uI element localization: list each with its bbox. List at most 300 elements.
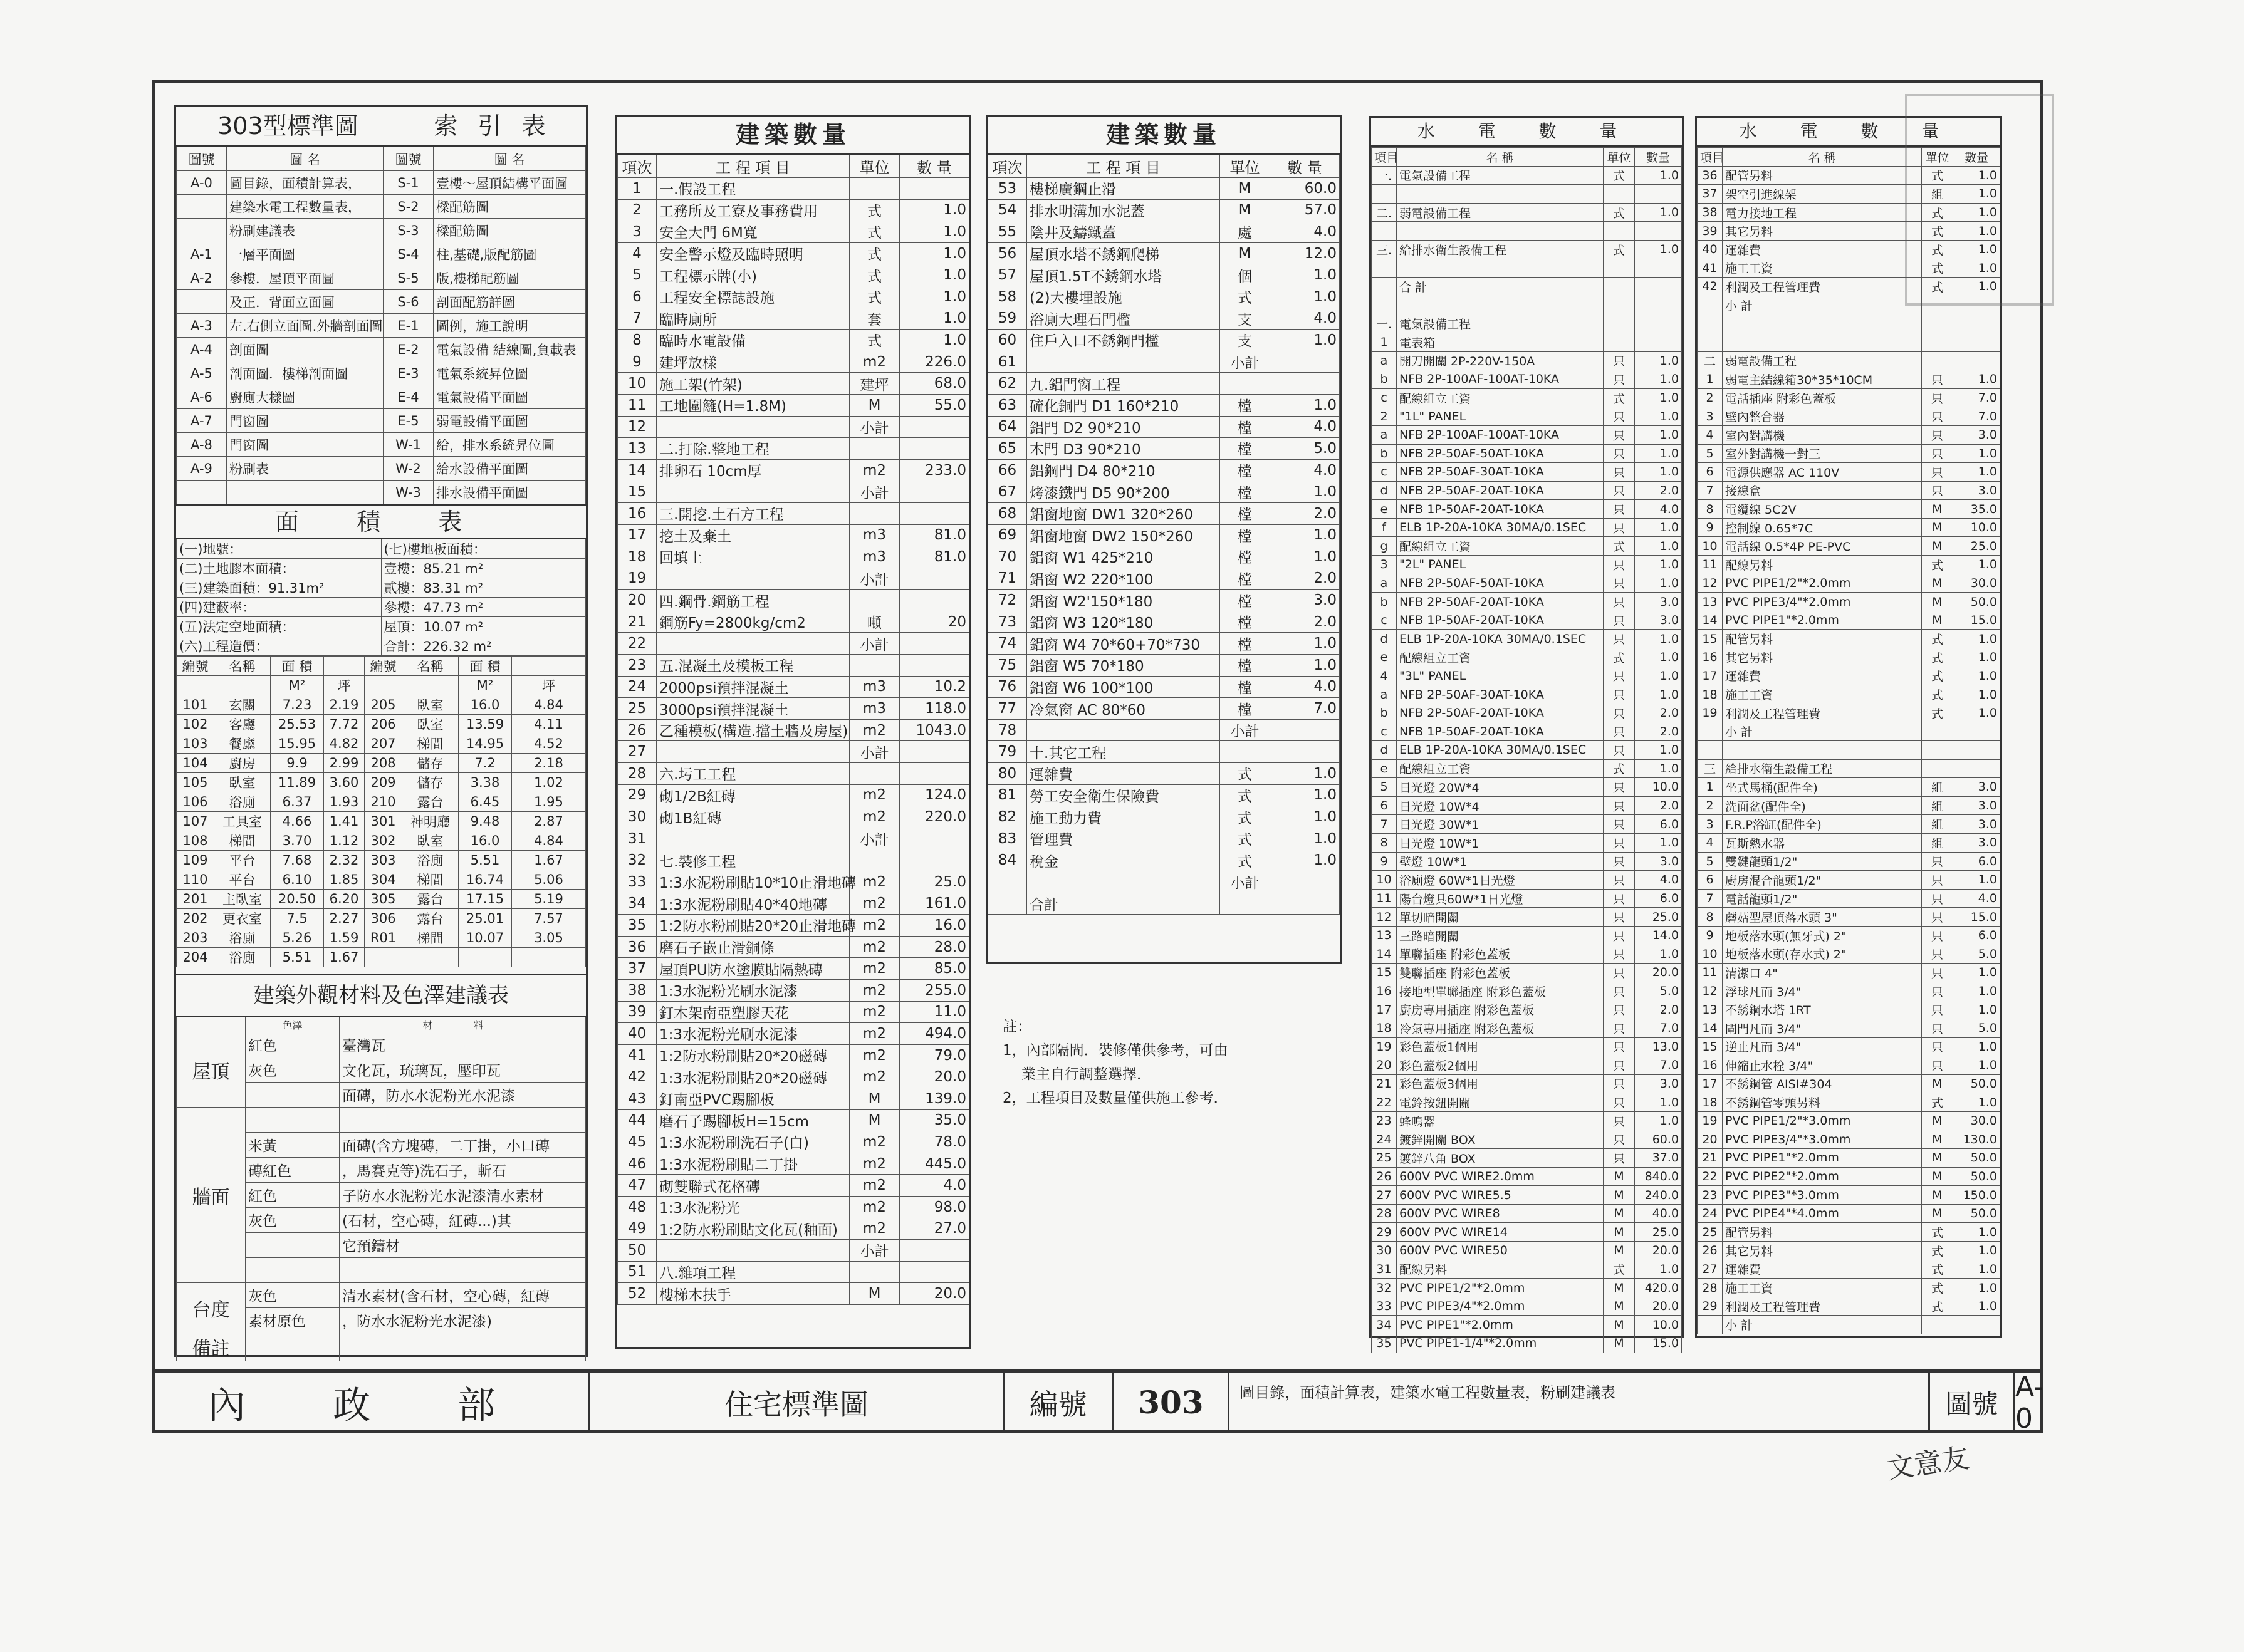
index-cell: A-4 xyxy=(177,338,227,361)
e1-cell: 1.0 xyxy=(1635,759,1682,778)
b2-cell: 樘 xyxy=(1220,394,1270,416)
e2-cell: 只 xyxy=(1922,1056,1953,1075)
b2-cell: 1.0 xyxy=(1270,763,1340,785)
e2-cell: 1.0 xyxy=(1953,1056,2000,1075)
e1-cell: 14.0 xyxy=(1635,926,1682,945)
colors-row xyxy=(177,1108,586,1133)
b2-cell: 鋁窗 W6 100*100 xyxy=(1027,676,1220,698)
b1-row xyxy=(618,784,969,806)
b2-cell: 4.0 xyxy=(1270,676,1340,698)
e2-cell xyxy=(1698,296,1723,314)
e1-cell: NFB 2P-50AF-20AT-10KA xyxy=(1397,481,1604,500)
colors-group-name: 屋頂 xyxy=(177,1032,246,1108)
e1-row xyxy=(1372,166,1682,185)
area-info-row xyxy=(177,617,586,636)
index-cell: 粉刷建議表 xyxy=(227,219,384,242)
b2-row xyxy=(988,351,1340,373)
b2-cell: 樘 xyxy=(1220,655,1270,677)
area-cell: 2.87 xyxy=(512,812,586,831)
e1-row xyxy=(1372,611,1682,630)
b1-row xyxy=(618,438,969,460)
e2-cell: 地板落水頭(無牙式) 2" xyxy=(1723,926,1922,945)
e1-cell: 只 xyxy=(1604,889,1635,908)
e2-cell: PVC PIPE3/4"*3.0mm xyxy=(1723,1130,1922,1149)
e1-cell: 32 xyxy=(1372,1279,1397,1297)
e1-row xyxy=(1372,444,1682,463)
e2-cell xyxy=(1922,351,1953,370)
e2-cell: 7.0 xyxy=(1953,388,2000,407)
b1-cell: 噸 xyxy=(850,611,900,633)
e1-row xyxy=(1372,1130,1682,1149)
area-row xyxy=(177,851,586,870)
e1-cell: 式 xyxy=(1604,648,1635,667)
b2-cell: 2.0 xyxy=(1270,502,1340,524)
area-cell: 106 xyxy=(177,792,214,812)
b1-row xyxy=(618,763,969,785)
index-cell: 一層平面圖 xyxy=(227,242,384,266)
e1-cell: 1.0 xyxy=(1635,407,1682,426)
e2-cell: 17 xyxy=(1698,1074,1723,1093)
area-info-row xyxy=(177,598,586,617)
index-row xyxy=(177,195,586,219)
b1-cell: 建坪 xyxy=(850,373,900,395)
e1-row xyxy=(1372,556,1682,574)
area-cell: 1.59 xyxy=(324,928,365,948)
b1-cell: 一.假設工程 xyxy=(657,178,850,200)
index-cell: 樑配筋圖 xyxy=(434,219,586,242)
e1-cell: 只 xyxy=(1604,741,1635,760)
e1-row xyxy=(1372,1037,1682,1056)
e1-row xyxy=(1372,185,1682,204)
b1-cell: 回填土 xyxy=(657,546,850,568)
b2-cell: 55 xyxy=(988,221,1027,243)
e2-cell: 室內對講機 xyxy=(1723,425,1922,444)
e1-cell xyxy=(1604,314,1635,333)
b1-cell: m2 xyxy=(850,1196,900,1218)
index-cell xyxy=(227,481,384,504)
b1-cell: m2 xyxy=(850,806,900,828)
b2-cell: 九.鋁門窗工程 xyxy=(1027,373,1220,395)
area-cell: 客廳 xyxy=(214,715,271,734)
area-cell: 13.59 xyxy=(459,715,512,734)
b1-cell: 小計 xyxy=(850,568,900,590)
b1-cell: 445.0 xyxy=(900,1153,969,1175)
b2-cell: 鋁窗 W2'150*180 xyxy=(1027,590,1220,611)
b2-cell: 式 xyxy=(1220,828,1270,849)
e1-cell xyxy=(1635,185,1682,204)
area-hdr-cell: 名稱 xyxy=(214,657,271,676)
e1-cell: 一. xyxy=(1372,314,1397,333)
e1-row xyxy=(1372,518,1682,537)
e2-row xyxy=(1698,425,2000,444)
index-cell: S-6 xyxy=(384,290,434,314)
e2-cell: 1 xyxy=(1698,370,1723,389)
index-row xyxy=(177,219,586,242)
e2-cell: 式 xyxy=(1922,240,1953,259)
e1-cell: 13 xyxy=(1372,926,1397,945)
b2-cell xyxy=(1027,719,1220,741)
e1-cell: 6.0 xyxy=(1635,889,1682,908)
e2-cell: 洗面盆(配件全) xyxy=(1723,796,1922,815)
b1-cell: 臨時廁所 xyxy=(657,308,850,330)
area-hdr-cell: 面 積 xyxy=(271,657,324,676)
e1-cell: 37.0 xyxy=(1635,1149,1682,1168)
index-cell: A-1 xyxy=(177,242,227,266)
e1-row xyxy=(1372,982,1682,1000)
e2-cell: 9 xyxy=(1698,926,1723,945)
b1-row xyxy=(618,481,969,503)
b1-cell xyxy=(657,741,850,763)
e1-cell: 2.0 xyxy=(1635,796,1682,815)
b1-cell: 1.0 xyxy=(900,221,969,243)
e1-cell: 22 xyxy=(1372,1093,1397,1112)
b1-cell: 1.0 xyxy=(900,242,969,264)
b1-cell: 15 xyxy=(618,481,657,503)
b1-row xyxy=(618,849,969,871)
b1-row xyxy=(618,1261,969,1283)
b2-cell: 支 xyxy=(1220,330,1270,351)
b2-cell xyxy=(1220,373,1270,395)
e1-cell: 合 計 xyxy=(1397,278,1604,296)
b1-cell: 118.0 xyxy=(900,698,969,720)
e1-cell: NFB 2P-50AF-20AT-10KA xyxy=(1397,704,1604,722)
e2-cell: 施工工資 xyxy=(1723,259,1922,278)
b2-row xyxy=(988,828,1340,849)
b2-cell: 1.0 xyxy=(1270,330,1340,351)
b2-cell: 61 xyxy=(988,351,1027,373)
b1-cell: M xyxy=(850,1088,900,1109)
e1-cell: c xyxy=(1372,722,1397,741)
b1-row xyxy=(618,590,969,611)
e2-cell: 30.0 xyxy=(1953,1111,2000,1130)
e1-cell: 日光燈 10W*4 xyxy=(1397,796,1604,815)
b1-cell xyxy=(850,438,900,460)
b1-cell: 14 xyxy=(618,459,657,481)
b1-cell: M xyxy=(850,1283,900,1305)
e1-cell: M xyxy=(1604,1316,1635,1334)
e2-cell xyxy=(1953,722,2000,741)
area-cell: 2.27 xyxy=(324,909,365,928)
e1-cell: 只 xyxy=(1604,351,1635,370)
index-cell: 圖例，施工說明 xyxy=(434,314,586,338)
e1-cell: 給排水衛生設備工程 xyxy=(1397,240,1604,259)
b2-cell xyxy=(1027,351,1220,373)
e1-cell: 式 xyxy=(1604,166,1635,185)
area-hdr-cell: 面 積 xyxy=(459,657,512,676)
e1-cell: PVC PIPE1-1/4"*2.0mm xyxy=(1397,1334,1604,1353)
b1-cell: m2 xyxy=(850,1023,900,1045)
e2-row xyxy=(1698,871,2000,890)
index-cell: 剖面配筋詳圖 xyxy=(434,290,586,314)
e2-cell: 閘門凡而 3/4" xyxy=(1723,1019,1922,1037)
e2-cell: 8 xyxy=(1698,908,1723,927)
b2-row xyxy=(988,719,1340,741)
e1-cell: NFB 2P-50AF-50AT-10KA xyxy=(1397,444,1604,463)
b2-cell: 十.其它工程 xyxy=(1027,741,1220,763)
e2-cell xyxy=(1698,722,1723,741)
index-cell: E-1 xyxy=(384,314,434,338)
e2-hdr-3: 數量 xyxy=(1953,148,2000,167)
b1-cell xyxy=(900,438,969,460)
e1-cell: 1.0 xyxy=(1635,425,1682,444)
area-cell: 305 xyxy=(365,890,402,909)
b1-row xyxy=(618,199,969,221)
e1-cell: 7.0 xyxy=(1635,1019,1682,1037)
b1-row xyxy=(618,915,969,937)
b1-cell: 3000psi預拌混凝土 xyxy=(657,698,850,720)
b1-cell xyxy=(850,655,900,677)
area-cell: 25.01 xyxy=(459,909,512,928)
index-cell: 左.右側立面圖.外牆剖面圖 xyxy=(227,314,384,338)
e1-cell: 只 xyxy=(1604,1149,1635,1168)
b1-row xyxy=(618,936,969,958)
e1-cell: 鍍鋅八角 BOX xyxy=(1397,1149,1604,1168)
e1-cell xyxy=(1372,222,1397,241)
b1-cell xyxy=(850,590,900,611)
e2-cell: 37 xyxy=(1698,185,1723,204)
e1-cell: 式 xyxy=(1604,203,1635,222)
b1-cell: 20 xyxy=(900,611,969,633)
e2-cell: 3.0 xyxy=(1953,815,2000,834)
e1-cell: 鍍鋅開關 BOX xyxy=(1397,1130,1604,1149)
area-info-cell: 參樓：47.73 m² xyxy=(381,598,586,617)
e1-cell: e xyxy=(1372,648,1397,667)
e2-cell: 電力接地工程 xyxy=(1723,203,1922,222)
b1-cell: 45 xyxy=(618,1131,657,1153)
e2-cell: 6.0 xyxy=(1953,926,2000,945)
area-cell: 210 xyxy=(365,792,402,812)
b1-row xyxy=(618,806,969,828)
e2-cell: 小 計 xyxy=(1723,1316,1922,1334)
area-cell: 餐廳 xyxy=(214,734,271,754)
b1-row xyxy=(618,394,969,416)
e2-cell: 只 xyxy=(1922,388,1953,407)
e1-row xyxy=(1372,351,1682,370)
e1-cell: 配線組立工資 xyxy=(1397,648,1604,667)
area-cell: 105 xyxy=(177,773,214,792)
e2-cell: 伸縮止水栓 3/4" xyxy=(1723,1056,1922,1075)
index-cell xyxy=(177,290,227,314)
b2-cell: 排水明溝加水泥蓋 xyxy=(1027,199,1220,221)
index-cell: 剖面圖 xyxy=(227,338,384,361)
b1-cell: m2 xyxy=(850,351,900,373)
b1-cell: 34 xyxy=(618,893,657,915)
b1-cell: 挖土及棄土 xyxy=(657,524,850,546)
e2-cell: 運雜費 xyxy=(1723,240,1922,259)
area-cell: R01 xyxy=(365,928,402,948)
e2-row xyxy=(1698,908,2000,927)
e1-row xyxy=(1372,833,1682,852)
index-cell: 排水設備平面圖 xyxy=(434,481,586,504)
e1-cell: 只 xyxy=(1604,574,1635,593)
b1-cell: 工務所及工寮及事務費用 xyxy=(657,199,850,221)
e2-cell: 坐式馬桶(配件全) xyxy=(1723,778,1922,797)
b1-cell: 48 xyxy=(618,1196,657,1218)
index-cell xyxy=(177,219,227,242)
e2-cell: 瓦斯熱水器 xyxy=(1723,833,1922,852)
e1-cell: 1.0 xyxy=(1635,574,1682,593)
e1-cell: 式 xyxy=(1604,240,1635,259)
index-cell: 電氣設備平面圖 xyxy=(434,385,586,409)
e2-cell: 室外對講機一對三 xyxy=(1723,444,1922,463)
b1-cell: 小計 xyxy=(850,416,900,438)
b1-cell: 20.0 xyxy=(900,1066,969,1088)
e2-cell: 16 xyxy=(1698,1056,1723,1075)
b1-cell: 砌1/2B紅磚 xyxy=(657,784,850,806)
e2-row xyxy=(1698,759,2000,778)
area-hdr-cell: 編號 xyxy=(177,657,214,676)
b2-row xyxy=(988,178,1340,200)
index-row xyxy=(177,385,586,409)
e2-cell: 1.0 xyxy=(1953,278,2000,296)
e1-cell: M xyxy=(1604,1297,1635,1316)
area-cell: 主臥室 xyxy=(214,890,271,909)
index-table xyxy=(176,147,586,504)
e2-cell: 只 xyxy=(1922,964,1953,982)
b1-cell: 81.0 xyxy=(900,524,969,546)
b1-cell: m2 xyxy=(850,1044,900,1066)
e1-row xyxy=(1372,333,1682,351)
elec-table-1 xyxy=(1371,147,1682,1353)
index-row xyxy=(177,242,586,266)
e2-cell: 21 xyxy=(1698,1149,1723,1168)
area-cell: 6.37 xyxy=(271,792,324,812)
e1-cell: 只 xyxy=(1604,796,1635,815)
e1-cell: 600V PVC WIRE5.5 xyxy=(1397,1186,1604,1205)
e1-cell: NFB 1P-50AF-20AT-10KA xyxy=(1397,722,1604,741)
e2-cell: 只 xyxy=(1922,908,1953,927)
area-cell xyxy=(512,948,586,967)
area-cell: 5.51 xyxy=(459,851,512,870)
b1-cell: 臨時水電設備 xyxy=(657,330,850,351)
area-cell: 露台 xyxy=(402,792,459,812)
e2-cell: PVC PIPE4"*4.0mm xyxy=(1723,1204,1922,1223)
b1-cell: 78.0 xyxy=(900,1131,969,1153)
b2-cell: 59 xyxy=(988,308,1027,330)
b2-cell: 樘 xyxy=(1220,611,1270,633)
colors-row xyxy=(177,1032,586,1057)
e2-cell: 3.0 xyxy=(1953,481,2000,500)
elec-title-2: 水 電 數 量 xyxy=(1697,118,2000,147)
b2-row xyxy=(988,590,1340,611)
e1-cell: 840.0 xyxy=(1635,1167,1682,1186)
e2-cell: M xyxy=(1922,1167,1953,1186)
e1-cell: 3 xyxy=(1372,556,1397,574)
e2-cell: 25 xyxy=(1698,1223,1723,1242)
index-cell: E-2 xyxy=(384,338,434,361)
b2-cell: 2.0 xyxy=(1270,611,1340,633)
e1-cell: 600V PVC WIRE50 xyxy=(1397,1242,1604,1260)
e1-row xyxy=(1372,1000,1682,1019)
area-cell: 4.84 xyxy=(512,695,586,715)
e1-cell xyxy=(1397,296,1604,314)
b1-cell: 八.雜項工程 xyxy=(657,1261,850,1283)
b1-row xyxy=(618,568,969,590)
drawing-description: 圖目錄，面積計算表，建築水電工程數量表，粉刷建議表 xyxy=(1229,1373,1930,1432)
e1-cell: 只 xyxy=(1604,945,1635,964)
b2-row xyxy=(988,221,1340,243)
e2-cell: 電話插座 附彩色蓋板 xyxy=(1723,388,1922,407)
e2-cell: 1.0 xyxy=(1953,648,2000,667)
index-cell: 粉刷表 xyxy=(227,457,384,481)
colors-shade xyxy=(246,1108,340,1133)
agency-name: 內 政 部 xyxy=(152,1373,590,1432)
b1-hdr-2: 單位 xyxy=(850,155,900,178)
b1-row xyxy=(618,459,969,481)
e1-cell: 1.0 xyxy=(1635,630,1682,648)
e1-cell xyxy=(1604,333,1635,351)
colors-group-name: 台度 xyxy=(177,1283,246,1333)
e1-cell: 式 xyxy=(1604,537,1635,556)
area-row xyxy=(177,909,586,928)
b1-cell xyxy=(900,849,969,871)
e2-row xyxy=(1698,1074,2000,1093)
e1-cell: a xyxy=(1372,685,1397,704)
e2-cell: 4 xyxy=(1698,425,1723,444)
area-sub-cell xyxy=(365,676,402,695)
e1-cell: 只 xyxy=(1604,1019,1635,1037)
colors-shade: 磚紅色 xyxy=(246,1158,340,1183)
b1-cell: 12 xyxy=(618,416,657,438)
e2-row xyxy=(1698,314,2000,333)
e2-cell: 16 xyxy=(1698,648,1723,667)
area-cell: 梯間 xyxy=(214,831,271,851)
b2-cell: 75 xyxy=(988,655,1027,677)
b1-row xyxy=(618,308,969,330)
b1-cell: 鋼筋Fy=2800kg/cm2 xyxy=(657,611,850,633)
e2-cell: 39 xyxy=(1698,222,1723,241)
b1-cell: 工程標示牌(小) xyxy=(657,264,850,286)
e1-cell: 1.0 xyxy=(1635,537,1682,556)
elec-panel-1 xyxy=(1369,116,1684,1351)
area-row xyxy=(177,831,586,851)
area-cell: 7.57 xyxy=(512,909,586,928)
e1-cell: 1.0 xyxy=(1635,463,1682,482)
e1-cell: 只 xyxy=(1604,1000,1635,1019)
e1-row xyxy=(1372,1019,1682,1037)
e2-cell: M xyxy=(1922,537,1953,556)
b2-cell: 鋁窗 W2 220*100 xyxy=(1027,568,1220,590)
area-cell: 6.10 xyxy=(271,870,324,890)
e1-cell: e xyxy=(1372,759,1397,778)
b2-cell xyxy=(1270,893,1340,915)
area-cell: 玄關 xyxy=(214,695,271,715)
area-row xyxy=(177,928,586,948)
e2-cell: 浮球凡而 3/4" xyxy=(1723,982,1922,1000)
b2-cell: 64 xyxy=(988,416,1027,438)
e1-cell: 開刀開關 2P-220V-150A xyxy=(1397,351,1604,370)
e1-cell: 電鈴按鈕開關 xyxy=(1397,1093,1604,1112)
area-sub-cell: M² xyxy=(459,676,512,695)
area-info-cell: 貳樓：83.31 m² xyxy=(381,578,586,598)
e1-cell: 34 xyxy=(1372,1316,1397,1334)
b2-cell: 個 xyxy=(1220,264,1270,286)
b2-cell: 1.0 xyxy=(1270,546,1340,568)
area-cell: 202 xyxy=(177,909,214,928)
e2-cell: 42 xyxy=(1698,278,1723,296)
b1-cell: 21 xyxy=(618,611,657,633)
e1-row xyxy=(1372,1223,1682,1242)
e1-row xyxy=(1372,889,1682,908)
b2-row xyxy=(988,394,1340,416)
b2-cell: 樘 xyxy=(1220,416,1270,438)
e1-cell: 4.0 xyxy=(1635,500,1682,519)
area-cell: 浴廁 xyxy=(214,928,271,948)
e1-cell: ELB 1P-20A-10KA 30MA/0.1SEC xyxy=(1397,518,1604,537)
b2-cell: 小計 xyxy=(1220,871,1270,893)
e2-cell: 只 xyxy=(1922,463,1953,482)
b1-cell: 小計 xyxy=(850,481,900,503)
